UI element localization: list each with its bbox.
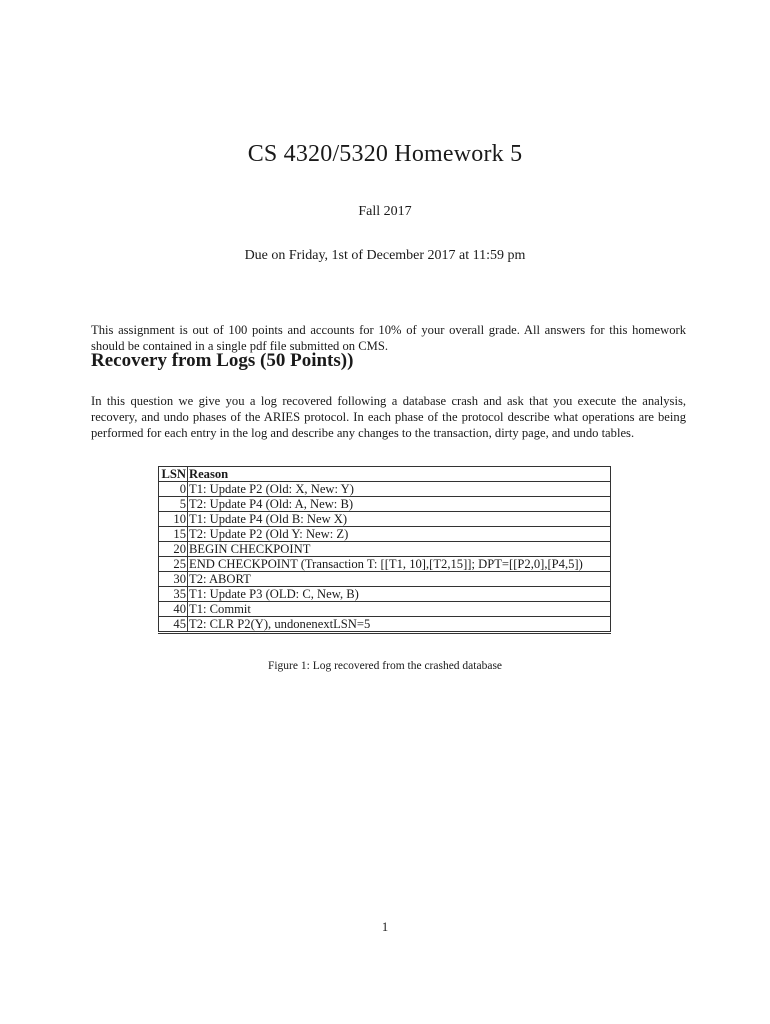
log-table xyxy=(158,466,611,634)
lsn-cell: 5 xyxy=(159,497,188,512)
reason-cell: T1: Commit xyxy=(188,602,611,617)
lsn-cell: 0 xyxy=(159,482,188,497)
table-row xyxy=(159,527,611,542)
reason-cell: BEGIN CHECKPOINT xyxy=(188,542,611,557)
page-number: 1 xyxy=(381,920,389,934)
reason-cell: T1: Update P4 (Old B: New X) xyxy=(188,512,611,527)
lsn-cell: 25 xyxy=(159,557,188,572)
reason-header: Reason xyxy=(188,467,611,482)
table-row xyxy=(159,587,611,602)
lsn-header: LSN xyxy=(159,467,188,482)
lsn-cell: 15 xyxy=(159,527,188,542)
lsn-cell: 30 xyxy=(159,572,188,587)
table-row xyxy=(159,542,611,557)
section-paragraph: In this question we give you a log recovered following a database crash and ask that you execute the analysis, recovery, and undo phases of the ARIES protocol. In each phase of the protocol describe what operations are being performed for each entry in the log and describe any changes to the transaction, dirty page, and undo tables. xyxy=(91,393,686,440)
document-due-date: Due on Friday, 1st of December 2017 at 11:59 pm xyxy=(244,248,526,263)
lsn-cell: 45 xyxy=(159,617,188,633)
lsn-cell: 10 xyxy=(159,512,188,527)
intro-paragraph: This assignment is out of 100 points and accounts for 10% of your overall grade. All answers for this homework should be contained in a single pdf file submitted on CMS. xyxy=(91,322,686,353)
document-title: CS 4320/5320 Homework 5 xyxy=(247,141,523,167)
document-term: Fall 2017 xyxy=(358,204,412,219)
reason-cell: T2: ABORT xyxy=(188,572,611,587)
reason-cell: T2: Update P4 (Old: A, New: B) xyxy=(188,497,611,512)
lsn-cell: 40 xyxy=(159,602,188,617)
table-row xyxy=(159,482,611,497)
lsn-cell: 35 xyxy=(159,587,188,602)
table-row xyxy=(159,617,611,633)
table-row xyxy=(159,497,611,512)
reason-cell: T2: CLR P2(Y), undonenextLSN=5 xyxy=(188,617,611,633)
table-row xyxy=(159,557,611,572)
figure-caption: Figure 1: Log recovered from the crashed database xyxy=(267,660,503,672)
log-table-header xyxy=(159,467,611,482)
reason-cell: T1: Update P2 (Old: X, New: Y) xyxy=(188,482,611,497)
table-row xyxy=(159,572,611,587)
reason-cell: T1: Update P3 (OLD: C, New, B) xyxy=(188,587,611,602)
lsn-cell: 20 xyxy=(159,542,188,557)
reason-cell: T2: Update P2 (Old Y: New: Z) xyxy=(188,527,611,542)
reason-cell: END CHECKPOINT (Transaction T: [[T1, 10],[T2,15]]; DPT=[[P2,0],[P4,5]) xyxy=(188,557,611,572)
table-row xyxy=(159,512,611,527)
section-heading: Recovery from Logs (50 Points)) xyxy=(91,350,354,371)
table-row xyxy=(159,602,611,617)
